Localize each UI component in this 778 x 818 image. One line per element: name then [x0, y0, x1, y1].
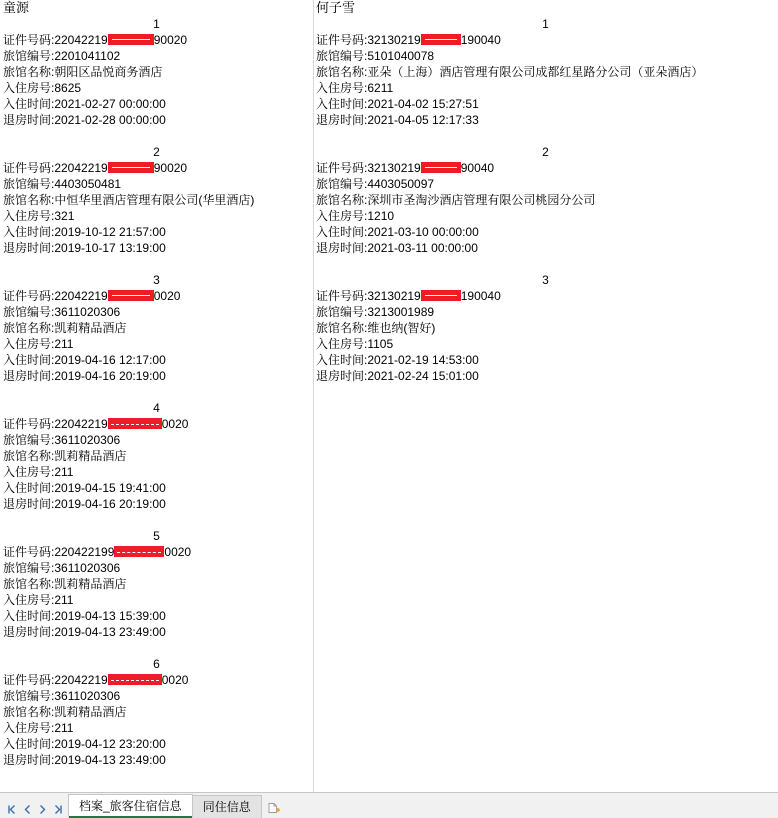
field-label: 入住房号: — [3, 337, 55, 351]
field-label: 旅馆编号: — [316, 305, 368, 319]
record-index-left: 3 — [153, 273, 160, 287]
field-value: 211 — [54, 593, 74, 607]
record-index-left: 2 — [153, 145, 160, 159]
field-label: 旅馆名称: — [3, 705, 55, 719]
field-value: 3213001989 — [367, 305, 435, 319]
field-label: 证件号码:32130219 — [316, 289, 421, 303]
field-label: 证件号码:22042219 — [3, 289, 108, 303]
field-label: 退房时间: — [3, 497, 55, 511]
record-field-row[interactable] — [0, 720, 313, 736]
field-label: 旅馆编号: — [3, 177, 55, 191]
sheet-tab-bar[interactable] — [0, 792, 778, 818]
record-field-row[interactable] — [0, 224, 313, 240]
field-value: 中恒华里酒店管理有限公司(华里酒店) — [54, 193, 255, 207]
record-field-row[interactable] — [0, 48, 313, 64]
field-label: 证件号码:32130219 — [316, 33, 421, 47]
field-label: 退房时间: — [316, 241, 368, 255]
record-field-row[interactable] — [313, 80, 778, 96]
field-label: 旅馆编号: — [3, 433, 55, 447]
previous-sheet-icon[interactable] — [23, 804, 32, 815]
record-field-row[interactable] — [313, 48, 778, 64]
field-value: 2021-02-28 00:00:00 — [54, 113, 166, 127]
field-value-suffix: 190040 — [460, 289, 501, 303]
field-value: 321 — [54, 209, 75, 223]
field-label: 旅馆名称: — [3, 449, 55, 463]
field-value: 深圳市圣淘沙酒店管理有限公司桃园分公司 — [367, 193, 596, 207]
field-value: 4403050097 — [367, 177, 435, 191]
field-label: 证件号码:22042219 — [3, 161, 108, 175]
field-value: 1210 — [367, 209, 395, 223]
field-label: 证件号码:22042219 — [3, 673, 108, 687]
field-value: 凯莉精品酒店 — [54, 449, 127, 463]
field-value: 2019-04-16 12:17:00 — [54, 353, 166, 367]
person-name-right: 何子雪 — [316, 0, 356, 15]
record-field-row[interactable] — [313, 336, 778, 352]
field-label: 退房时间: — [3, 753, 55, 767]
field-label: 退房时间: — [3, 241, 55, 255]
spacer-row — [313, 256, 778, 272]
field-value-suffix: 0020 — [164, 545, 192, 559]
add-sheet-icon[interactable] — [263, 798, 285, 818]
record-field-row[interactable] — [313, 64, 778, 80]
redaction-mark — [108, 34, 154, 45]
record-field-row[interactable] — [0, 448, 313, 464]
record-field-row[interactable] — [313, 176, 778, 192]
record-index-right: 3 — [542, 273, 549, 287]
field-label: 退房时间: — [316, 113, 368, 127]
record-field-row[interactable] — [313, 160, 778, 176]
record-field-row[interactable] — [313, 224, 778, 240]
field-label: 退房时间: — [3, 625, 55, 639]
field-value: 1105 — [367, 337, 394, 351]
first-sheet-icon[interactable] — [6, 804, 17, 815]
field-label: 入住时间: — [3, 97, 55, 111]
sheet-tab-label: 同住信息 — [202, 800, 251, 814]
records-column-right — [313, 0, 778, 768]
record-field-row[interactable] — [0, 32, 313, 48]
record-field-row[interactable] — [313, 304, 778, 320]
field-value: 2019-10-17 13:19:00 — [54, 241, 166, 255]
record-field-row[interactable] — [0, 624, 313, 640]
redaction-mark — [108, 418, 162, 429]
record-field-row[interactable] — [0, 752, 313, 768]
field-label: 旅馆名称: — [3, 193, 55, 207]
field-value: 朝阳区品悦商务酒店 — [54, 65, 163, 79]
sheet-tab-1[interactable] — [192, 795, 262, 818]
record-field-row[interactable] — [313, 288, 778, 304]
record-field-row[interactable] — [0, 464, 313, 480]
field-label: 入住时间: — [3, 353, 55, 367]
field-label: 旅馆编号: — [316, 177, 368, 191]
field-value-suffix: 0020 — [153, 289, 181, 303]
field-value: 2021-02-19 14:53:00 — [367, 353, 479, 367]
field-label: 旅馆编号: — [316, 49, 368, 63]
field-value: 2021-04-02 15:27:51 — [367, 97, 479, 111]
field-label: 入住房号: — [316, 81, 368, 95]
column-divider — [313, 0, 314, 793]
field-value: 2019-10-12 21:57:00 — [54, 225, 166, 239]
redaction-mark — [108, 162, 154, 173]
record-field-row[interactable] — [313, 320, 778, 336]
record-field-row[interactable] — [0, 336, 313, 352]
spacer-row — [0, 128, 313, 144]
field-label: 旅馆名称: — [316, 321, 368, 335]
record-field-row[interactable] — [0, 688, 313, 704]
record-index-left: 5 — [153, 529, 160, 543]
record-field-row[interactable] — [0, 80, 313, 96]
field-value: 8625 — [54, 81, 82, 95]
sheet-nav-buttons[interactable] — [0, 804, 68, 818]
field-value: 3611020306 — [54, 305, 121, 319]
record-field-row[interactable] — [0, 544, 313, 560]
field-value: 2019-04-15 19:41:00 — [54, 481, 166, 495]
field-value: 211 — [54, 337, 74, 351]
field-label: 旅馆名称: — [3, 65, 55, 79]
record-field-row[interactable] — [313, 112, 778, 128]
record-index-left: 4 — [153, 401, 160, 415]
field-label: 入住时间: — [316, 97, 368, 111]
record-field-row[interactable] — [313, 368, 778, 384]
record-field-row[interactable] — [313, 352, 778, 368]
field-label: 退房时间: — [3, 369, 55, 383]
redaction-mark — [108, 290, 154, 301]
record-field-row[interactable] — [0, 64, 313, 80]
record-field-row[interactable] — [0, 240, 313, 256]
field-label: 入住房号: — [3, 209, 55, 223]
record-index-right: 1 — [542, 17, 549, 31]
field-value: 3611020306 — [54, 433, 121, 447]
record-field-row[interactable] — [0, 432, 313, 448]
field-value: 3611020306 — [54, 689, 121, 703]
field-value: 凯莉精品酒店 — [54, 577, 127, 591]
record-field-row[interactable] — [313, 208, 778, 224]
field-value: 亚朵（上海）酒店管理有限公司成都红星路分公司（亚朵酒店） — [367, 65, 704, 79]
field-value-suffix: 0020 — [161, 417, 189, 431]
field-label: 旅馆名称: — [316, 65, 368, 79]
record-field-row[interactable] — [0, 704, 313, 720]
field-value: 2021-02-27 00:00:00 — [54, 97, 166, 111]
sheet-tab-label: 档案_旅客住宿信息 — [79, 799, 182, 813]
record-field-row[interactable] — [0, 288, 313, 304]
field-label: 入住房号: — [3, 81, 55, 95]
field-value: 211 — [54, 465, 74, 479]
record-field-row[interactable] — [313, 32, 778, 48]
field-label: 证件号码:22042219 — [3, 417, 108, 431]
record-field-row[interactable] — [0, 176, 313, 192]
field-label: 入住房号: — [3, 593, 55, 607]
field-label: 入住房号: — [316, 337, 368, 351]
field-value: 2021-03-11 00:00:00 — [367, 241, 478, 255]
record-field-row[interactable] — [0, 496, 313, 512]
field-value-suffix: 90020 — [153, 33, 188, 47]
field-value-suffix: 90020 — [153, 161, 188, 175]
field-value: 凯莉精品酒店 — [54, 705, 127, 719]
record-field-row[interactable] — [0, 304, 313, 320]
field-value: 2019-04-13 15:39:00 — [54, 609, 166, 623]
field-label: 旅馆名称: — [316, 193, 368, 207]
spacer-row — [313, 128, 778, 144]
record-field-row[interactable] — [0, 112, 313, 128]
field-value: 2201041102 — [54, 49, 121, 63]
field-value: 2019-04-13 23:49:00 — [54, 753, 166, 767]
record-field-row[interactable] — [0, 736, 313, 752]
last-sheet-icon[interactable] — [53, 804, 64, 815]
field-label: 入住时间: — [3, 225, 55, 239]
field-value: 2021-04-05 12:17:33 — [367, 113, 479, 127]
field-label: 入住时间: — [3, 609, 55, 623]
field-label: 证件号码:22042219 — [3, 33, 108, 47]
field-value: 2019-04-16 20:19:00 — [54, 497, 166, 511]
sheet-tabs[interactable] — [68, 796, 261, 818]
field-label: 旅馆编号: — [3, 49, 55, 63]
record-field-row[interactable] — [0, 672, 313, 688]
record-field-row[interactable] — [0, 576, 313, 592]
record-index-left: 1 — [153, 17, 160, 31]
field-value-suffix: 190040 — [460, 33, 501, 47]
field-value-suffix: 0020 — [161, 673, 189, 687]
field-label: 旅馆编号: — [3, 305, 55, 319]
field-value: 211 — [54, 721, 74, 735]
redaction-mark — [421, 162, 461, 173]
field-label: 入住房号: — [316, 209, 368, 223]
redaction-mark — [421, 34, 461, 45]
field-value: 2021-03-10 00:00:00 — [367, 225, 479, 239]
field-value: 2019-04-13 23:49:00 — [54, 625, 166, 639]
redaction-mark — [421, 290, 461, 301]
spacer-row — [0, 256, 313, 272]
field-label: 旅馆名称: — [3, 577, 55, 591]
field-label: 旅馆名称: — [3, 321, 55, 335]
record-field-row[interactable] — [313, 240, 778, 256]
redaction-mark — [114, 546, 164, 557]
next-sheet-icon[interactable] — [38, 804, 47, 815]
record-field-row[interactable] — [0, 368, 313, 384]
field-value: 2021-02-24 15:01:00 — [367, 369, 479, 383]
record-field-row[interactable] — [0, 592, 313, 608]
record-field-row[interactable] — [0, 560, 313, 576]
record-field-row[interactable] — [0, 480, 313, 496]
field-label: 证件号码:32130219 — [316, 161, 421, 175]
record-field-row[interactable] — [0, 352, 313, 368]
record-field-row[interactable] — [313, 192, 778, 208]
field-value: 维也纳(智好) — [367, 321, 436, 335]
field-value: 5101040078 — [367, 49, 435, 63]
field-value: 6211 — [367, 81, 394, 95]
field-label: 旅馆编号: — [3, 561, 55, 575]
records-column-left — [0, 0, 313, 768]
record-field-row[interactable] — [0, 208, 313, 224]
record-field-row[interactable] — [0, 96, 313, 112]
field-label: 入住时间: — [316, 353, 368, 367]
field-label: 退房时间: — [3, 113, 55, 127]
record-field-row[interactable] — [0, 608, 313, 624]
field-label: 入住房号: — [3, 721, 55, 735]
person-name-left: 童源 — [3, 0, 30, 15]
field-label: 退房时间: — [316, 369, 368, 383]
spacer-row — [0, 384, 313, 400]
record-index-left: 6 — [153, 657, 160, 671]
field-label: 入住时间: — [3, 481, 55, 495]
field-label: 入住时间: — [3, 737, 55, 751]
record-index-right: 2 — [542, 145, 549, 159]
record-field-row[interactable] — [0, 416, 313, 432]
sheet-tab-0[interactable] — [68, 794, 193, 818]
field-value: 2019-04-12 23:20:00 — [54, 737, 166, 751]
record-field-row[interactable] — [0, 320, 313, 336]
field-label: 旅馆编号: — [3, 689, 55, 703]
field-label: 证件号码:220422199 — [3, 545, 115, 559]
field-label: 入住时间: — [316, 225, 368, 239]
record-field-row[interactable] — [0, 160, 313, 176]
spacer-row — [0, 640, 313, 656]
field-value: 凯莉精品酒店 — [54, 321, 127, 335]
spacer-row — [0, 512, 313, 528]
record-field-row[interactable] — [0, 192, 313, 208]
redaction-mark — [108, 674, 162, 685]
field-value: 2019-04-16 20:19:00 — [54, 369, 166, 383]
field-value-suffix: 90040 — [460, 161, 495, 175]
field-label: 入住房号: — [3, 465, 55, 479]
record-field-row[interactable] — [313, 96, 778, 112]
field-value: 4403050481 — [54, 177, 122, 191]
field-value: 3611020306 — [54, 561, 121, 575]
